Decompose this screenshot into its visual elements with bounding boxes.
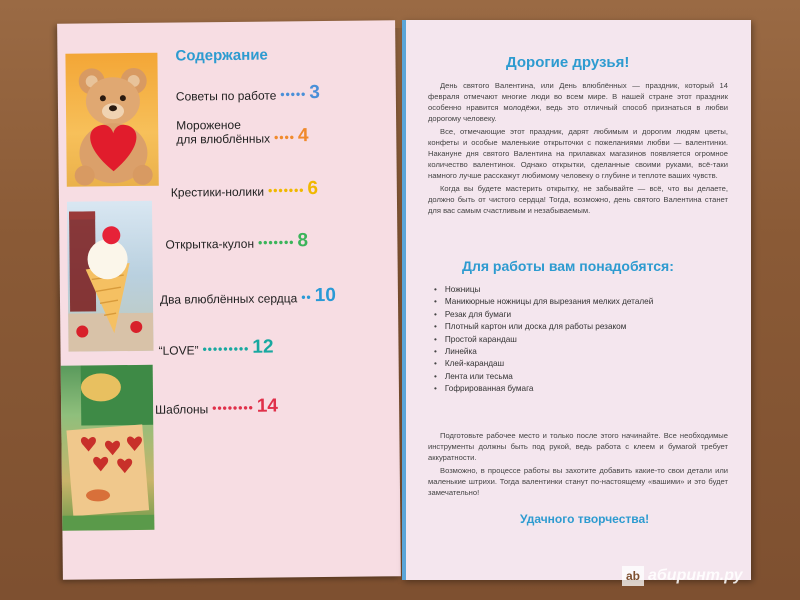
closing-line: Удачного творчества! <box>520 512 650 526</box>
toc-item-tips[interactable] <box>176 83 320 104</box>
toc-item-tic-tac-toe[interactable] <box>171 179 318 200</box>
intro-heading: Дорогие друзья! <box>506 54 630 71</box>
toc-page-number: 6 <box>307 178 319 200</box>
watermark-logo-icon: ab <box>622 566 644 586</box>
intro-paragraph: Все, отмечающие этот праздник, дарят любимым и дорогим людям цветы, конфеты и особые маленькие открыточки с пожеланиями любви — валентинки. Накануне дня святого Валентина на прилавках магазинов появляется огромное количество валентинок. Однако открытки, сделанные своими руками, всё-таки намного лучше расскажут любимому человеку о глубине и теплоте ваших чувств. <box>428 127 728 180</box>
toc-leader-dots: •• <box>301 290 312 305</box>
tools-list <box>434 284 734 396</box>
toc-leader-dots: ••••••• <box>257 235 295 250</box>
tools-heading: Для работы вам понадобятся: <box>462 258 674 274</box>
list-item: • Клей-карандаш <box>434 358 734 370</box>
list-item: • Линейка <box>434 346 734 358</box>
teddy-bear-image <box>65 53 158 187</box>
toc-item-label-line2: для влюблённых <box>176 131 271 147</box>
intro-text <box>428 80 728 218</box>
toc-leader-dots: ••••••• <box>267 183 305 198</box>
site-watermark <box>622 566 743 586</box>
toc-item-two-hearts[interactable] <box>160 286 336 307</box>
ice-cream-cone-image <box>67 201 154 352</box>
toc-item-label: Шаблоны <box>155 402 209 417</box>
left-page <box>57 20 401 580</box>
toc-title: Содержание <box>175 46 268 65</box>
toc-item-label: Два влюблённых сердца <box>159 291 298 307</box>
hearts-card-craft-image <box>61 365 155 531</box>
toc-item-ice-cream[interactable] <box>176 117 309 146</box>
toc-page-number: 10 <box>314 284 336 307</box>
watermark-text: абиринт.ру <box>648 567 743 584</box>
outro-paragraph: Возможно, в процессе работы вы захотите добавить какие-то свои детали или маленькие штрихи. Тогда валентинки станут по-настоящему «вашими» и это будет замечательно! <box>428 466 728 497</box>
toc-page-number: 4 <box>297 125 309 147</box>
toc-item-label <box>176 118 270 147</box>
list-item: • Резак для бумаги <box>434 309 734 321</box>
intro-paragraph: Когда вы будете мастерить открытку, не забывайте — всё, что вы делаете, должно быть от чистого сердца! Тогда, возможно, день святого Валентина станет для вас самым счастливым и незабываемым. <box>428 184 728 215</box>
right-page <box>402 20 751 580</box>
toc-item-templates[interactable] <box>155 396 278 416</box>
outro-text <box>428 430 728 500</box>
toc-item-label: Советы по работе <box>175 88 277 104</box>
toc-item-label-line1: Мороженое <box>176 117 241 133</box>
toc-leader-dots: ••••••••• <box>202 341 250 357</box>
toc-leader-dots: ••••• <box>280 87 307 102</box>
list-item: • Простой карандаш <box>434 334 734 346</box>
list-item: • Маникюрные ножницы для вырезания мелких деталей <box>434 296 734 308</box>
toc-item-label: “LOVE” <box>158 343 199 358</box>
toc-item-label: Открытка-кулон <box>165 236 255 252</box>
outro-paragraph: Подготовьте рабочее место и только после этого начинайте. Все необходимые инструменты должны быть под рукой, ведь работа с клеем и бумагой требует аккуратности. <box>428 431 728 462</box>
list-item: • Лента или тесьма <box>434 371 734 383</box>
toc-leader-dots: •••• <box>274 130 296 145</box>
intro-paragraph: День святого Валентина, или День влюблённых — праздник, который 14 февраля отмечают многие люди во всем мире. В нашей стране этот праздник особенно нравится молодёжи, ведь это отличный способ признаться в любви дорогому человеку. <box>428 81 728 123</box>
toc-leader-dots: •••••••• <box>212 400 254 416</box>
list-item: • Ножницы <box>434 284 734 296</box>
toc-item-label: Крестики-нолики <box>170 184 265 200</box>
toc-page-number: 12 <box>252 336 274 358</box>
list-item: • Плотный картон или доска для работы резаком <box>434 321 734 333</box>
toc-page-number: 3 <box>309 82 321 104</box>
toc-item-love[interactable] <box>158 338 273 358</box>
toc-item-pendant-card[interactable] <box>165 231 308 251</box>
list-item: • Гофрированная бумага <box>434 383 734 395</box>
toc-page-number: 14 <box>256 395 279 417</box>
toc-page-number: 8 <box>297 230 309 252</box>
